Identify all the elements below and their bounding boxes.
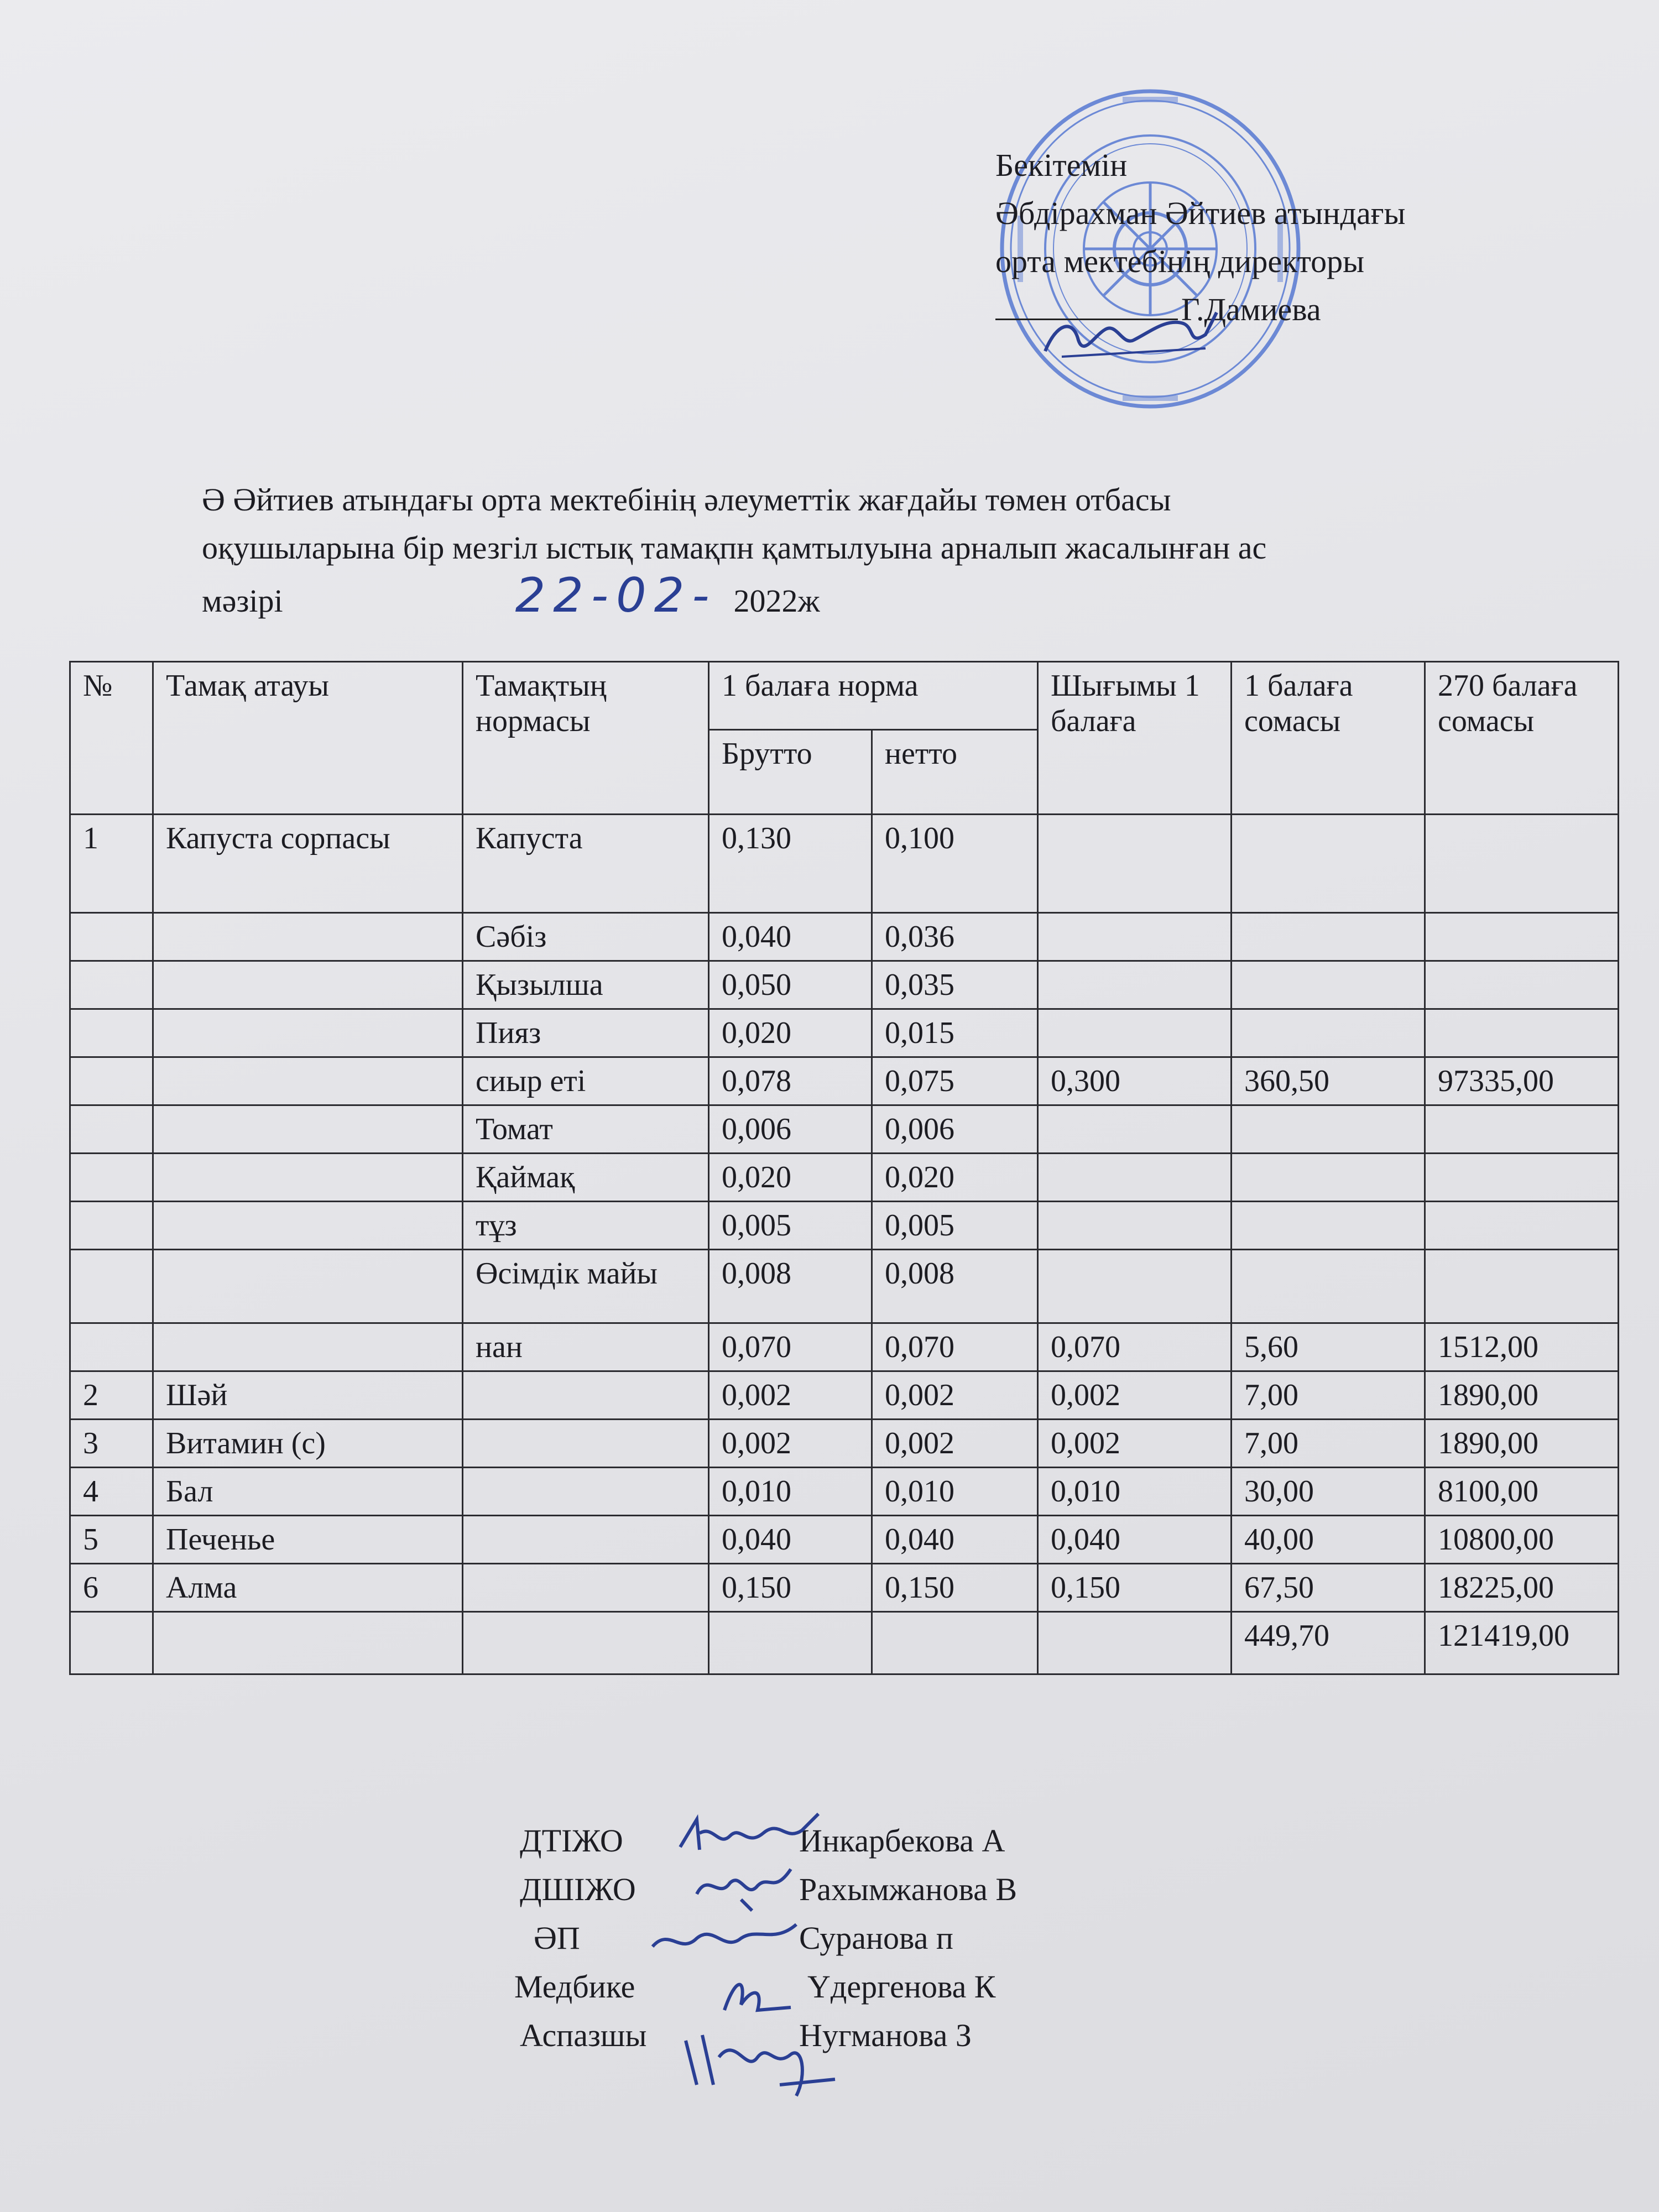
- dish-name: [153, 961, 463, 1009]
- output-value: [1038, 1105, 1232, 1154]
- output-value: [1038, 1202, 1232, 1250]
- output-value: [1038, 1009, 1232, 1057]
- dish-name: [153, 1202, 463, 1250]
- header-name: Тамақ атауы: [153, 662, 463, 815]
- output-value: 0,002: [1038, 1420, 1232, 1468]
- sum270-value: [1425, 1202, 1619, 1250]
- total-cell-empty: [1038, 1612, 1232, 1674]
- sum1-value: [1232, 1009, 1425, 1057]
- sum270-value: [1425, 1154, 1619, 1202]
- approval-position-line: орта мектебінің директоры: [995, 243, 1365, 279]
- signatory-name: Рахымжанова В: [799, 1871, 1018, 1907]
- total-cell-empty: [70, 1612, 153, 1674]
- table-header-row: [70, 662, 1619, 730]
- brutto-value: 0,006: [709, 1105, 872, 1154]
- table-row: [70, 1371, 1619, 1420]
- brutto-value: 0,008: [709, 1250, 872, 1323]
- netto-value: 0,005: [872, 1202, 1038, 1250]
- sum270-value: 10800,00: [1425, 1516, 1619, 1564]
- row-num: [70, 1009, 153, 1057]
- netto-value: 0,100: [872, 815, 1038, 913]
- output-value: 0,070: [1038, 1323, 1232, 1371]
- brutto-value: 0,130: [709, 815, 872, 913]
- signatory-name: Нугманова З: [799, 2017, 972, 2053]
- output-value: [1038, 913, 1232, 961]
- ingredient-name: Пияз: [463, 1009, 709, 1057]
- sum1-value: 360,50: [1232, 1057, 1425, 1105]
- table-row: [70, 1105, 1619, 1154]
- header-num: №: [70, 662, 153, 815]
- header-per-child-norm: 1 балаға норма: [709, 662, 1038, 730]
- ingredient-name: [463, 1516, 709, 1564]
- header-netto: нетто: [872, 730, 1038, 815]
- total-sum1: 449,70: [1232, 1612, 1425, 1674]
- signatory-name: Суранова п: [799, 1920, 953, 1956]
- menu-table: [69, 661, 1619, 1675]
- sum1-value: 5,60: [1232, 1323, 1425, 1371]
- row-num: [70, 1154, 153, 1202]
- dish-name: Алма: [153, 1564, 463, 1612]
- total-cell-empty: [463, 1612, 709, 1674]
- table-row: [70, 815, 1619, 913]
- table-row: [70, 913, 1619, 961]
- ingredient-name: [463, 1468, 709, 1516]
- netto-value: 0,002: [872, 1371, 1038, 1420]
- document-year: 2022ж: [733, 583, 820, 619]
- ingredient-name: [463, 1564, 709, 1612]
- row-num: 4: [70, 1468, 153, 1516]
- row-num: [70, 1323, 153, 1371]
- menu-table-body: [70, 815, 1619, 1612]
- sum1-value: 67,50: [1232, 1564, 1425, 1612]
- row-num: [70, 1105, 153, 1154]
- signatory-role: Аспазшы: [520, 2017, 647, 2053]
- sum270-value: 18225,00: [1425, 1564, 1619, 1612]
- row-num: 3: [70, 1420, 153, 1468]
- title-line-3: [202, 568, 1584, 625]
- signatory-role: ДТІЖО: [520, 1823, 623, 1859]
- table-row: [70, 1057, 1619, 1105]
- sum270-value: 8100,00: [1425, 1468, 1619, 1516]
- table-row: [70, 961, 1619, 1009]
- brutto-value: 0,005: [709, 1202, 872, 1250]
- sum1-value: [1232, 1250, 1425, 1323]
- dish-name: [153, 1105, 463, 1154]
- output-value: [1038, 1250, 1232, 1323]
- ingredient-name: Қаймақ: [463, 1154, 709, 1202]
- dish-name: [153, 1250, 463, 1323]
- signatory-name: Инкарбекова А: [799, 1823, 1005, 1859]
- output-value: 0,300: [1038, 1057, 1232, 1105]
- sum270-value: [1425, 961, 1619, 1009]
- signature-5: [680, 2024, 841, 2107]
- sum270-value: [1425, 1009, 1619, 1057]
- output-value: 0,002: [1038, 1371, 1232, 1420]
- header-output: Шығымы 1 балаға: [1038, 662, 1232, 815]
- ingredient-name: Өсімдік майы: [463, 1250, 709, 1323]
- brutto-value: 0,010: [709, 1468, 872, 1516]
- table-row: [70, 1468, 1619, 1516]
- sum1-value: [1232, 913, 1425, 961]
- dish-name: Витамин (с): [153, 1420, 463, 1468]
- netto-value: 0,002: [872, 1420, 1038, 1468]
- signatory-name: Үдергенова К: [807, 1969, 996, 2005]
- title-line-1: Ә Әйтиев атындағы орта мектебінің әлеуметтік жағдайы төмен отбасы: [202, 482, 1171, 518]
- sum1-value: [1232, 815, 1425, 913]
- dish-name: [153, 1009, 463, 1057]
- table-row: [70, 1420, 1619, 1468]
- sum270-value: 1890,00: [1425, 1420, 1619, 1468]
- ingredient-name: нан: [463, 1323, 709, 1371]
- sum1-value: 40,00: [1232, 1516, 1425, 1564]
- netto-value: 0,036: [872, 913, 1038, 961]
- netto-value: 0,006: [872, 1105, 1038, 1154]
- signatory-role: Медбике: [514, 1969, 635, 2005]
- table-row: [70, 1202, 1619, 1250]
- table-row: [70, 1323, 1619, 1371]
- table-row: [70, 1009, 1619, 1057]
- table-row: [70, 1154, 1619, 1202]
- signature-3: [647, 1916, 802, 1966]
- row-num: 5: [70, 1516, 153, 1564]
- dish-name: [153, 1323, 463, 1371]
- dish-name: Капуста сорпасы: [153, 815, 463, 913]
- output-value: 0,010: [1038, 1468, 1232, 1516]
- header-norm: Тамақтың нормасы: [463, 662, 709, 815]
- sum270-value: 1512,00: [1425, 1323, 1619, 1371]
- output-value: [1038, 1154, 1232, 1202]
- brutto-value: 0,040: [709, 913, 872, 961]
- row-num: [70, 913, 153, 961]
- table-row: [70, 1516, 1619, 1564]
- dish-name: [153, 1057, 463, 1105]
- netto-value: 0,075: [872, 1057, 1038, 1105]
- signatory-role: ДШІЖО: [520, 1871, 636, 1907]
- sum270-value: [1425, 815, 1619, 913]
- brutto-value: 0,040: [709, 1516, 872, 1564]
- approval-heading: Бекітемін: [995, 147, 1128, 183]
- ingredient-name: [463, 1420, 709, 1468]
- sum1-value: 7,00: [1232, 1420, 1425, 1468]
- output-value: 0,150: [1038, 1564, 1232, 1612]
- brutto-value: 0,002: [709, 1371, 872, 1420]
- sum1-value: [1232, 1105, 1425, 1154]
- brutto-value: 0,050: [709, 961, 872, 1009]
- total-cell-empty: [709, 1612, 872, 1674]
- sum1-value: [1232, 1202, 1425, 1250]
- sum270-value: 97335,00: [1425, 1057, 1619, 1105]
- sum1-value: [1232, 1154, 1425, 1202]
- header-sum270: 270 балаға сомасы: [1425, 662, 1619, 815]
- signatory-role: ӘП: [534, 1920, 580, 1956]
- netto-value: 0,015: [872, 1009, 1038, 1057]
- brutto-value: 0,020: [709, 1154, 872, 1202]
- ingredient-name: тұз: [463, 1202, 709, 1250]
- output-value: 0,040: [1038, 1516, 1232, 1564]
- netto-value: 0,008: [872, 1250, 1038, 1323]
- brutto-value: 0,078: [709, 1057, 872, 1105]
- table-row: [70, 1564, 1619, 1612]
- ingredient-name: Томат: [463, 1105, 709, 1154]
- sum270-value: 1890,00: [1425, 1371, 1619, 1420]
- netto-value: 0,150: [872, 1564, 1038, 1612]
- netto-value: 0,020: [872, 1154, 1038, 1202]
- total-sum270: 121419,00: [1425, 1612, 1619, 1674]
- total-row: [70, 1612, 1619, 1674]
- row-num: 1: [70, 815, 153, 913]
- brutto-value: 0,020: [709, 1009, 872, 1057]
- approval-school-line: Әбдірахман Әйтиев атындағы: [995, 195, 1406, 231]
- dish-name: Бал: [153, 1468, 463, 1516]
- header-brutto: Брутто: [709, 730, 872, 815]
- handwritten-date: 22-02-: [515, 568, 717, 623]
- director-signature: [1040, 301, 1222, 368]
- ingredient-name: Сәбіз: [463, 913, 709, 961]
- title-line-3-text: мәзірі: [202, 583, 283, 619]
- signature-1: [675, 1808, 824, 1864]
- dish-name: [153, 913, 463, 961]
- brutto-value: 0,070: [709, 1323, 872, 1371]
- ingredient-name: сиыр еті: [463, 1057, 709, 1105]
- table-row: [70, 1250, 1619, 1323]
- row-num: [70, 1202, 153, 1250]
- title-line-2: оқушыларына бір мезгіл ыстық тамақпн қамтылуына арналып жасалынған ас: [202, 530, 1267, 566]
- netto-value: 0,035: [872, 961, 1038, 1009]
- sum1-value: 30,00: [1232, 1468, 1425, 1516]
- dish-name: Шәй: [153, 1371, 463, 1420]
- netto-value: 0,070: [872, 1323, 1038, 1371]
- header-sum1: 1 балаға сомасы: [1232, 662, 1425, 815]
- sum270-value: [1425, 913, 1619, 961]
- row-num: 6: [70, 1564, 153, 1612]
- sum270-value: [1425, 1250, 1619, 1323]
- document-title: [202, 476, 1584, 625]
- output-value: [1038, 815, 1232, 913]
- total-cell-empty: [153, 1612, 463, 1674]
- brutto-value: 0,150: [709, 1564, 872, 1612]
- netto-value: 0,010: [872, 1468, 1038, 1516]
- signature-4: [713, 1966, 796, 2021]
- signature-2: [691, 1861, 796, 1913]
- ingredient-name: Капуста: [463, 815, 709, 913]
- dish-name: [153, 1154, 463, 1202]
- sum1-value: [1232, 961, 1425, 1009]
- director-name: Г.Дамиева: [1181, 291, 1321, 327]
- row-num: 2: [70, 1371, 153, 1420]
- sum1-value: 7,00: [1232, 1371, 1425, 1420]
- output-value: [1038, 961, 1232, 1009]
- ingredient-name: [463, 1371, 709, 1420]
- row-num: [70, 961, 153, 1009]
- brutto-value: 0,002: [709, 1420, 872, 1468]
- sum270-value: [1425, 1105, 1619, 1154]
- row-num: [70, 1057, 153, 1105]
- netto-value: 0,040: [872, 1516, 1038, 1564]
- ingredient-name: Қызылша: [463, 961, 709, 1009]
- row-num: [70, 1250, 153, 1323]
- total-cell-empty: [872, 1612, 1038, 1674]
- dish-name: Печенье: [153, 1516, 463, 1564]
